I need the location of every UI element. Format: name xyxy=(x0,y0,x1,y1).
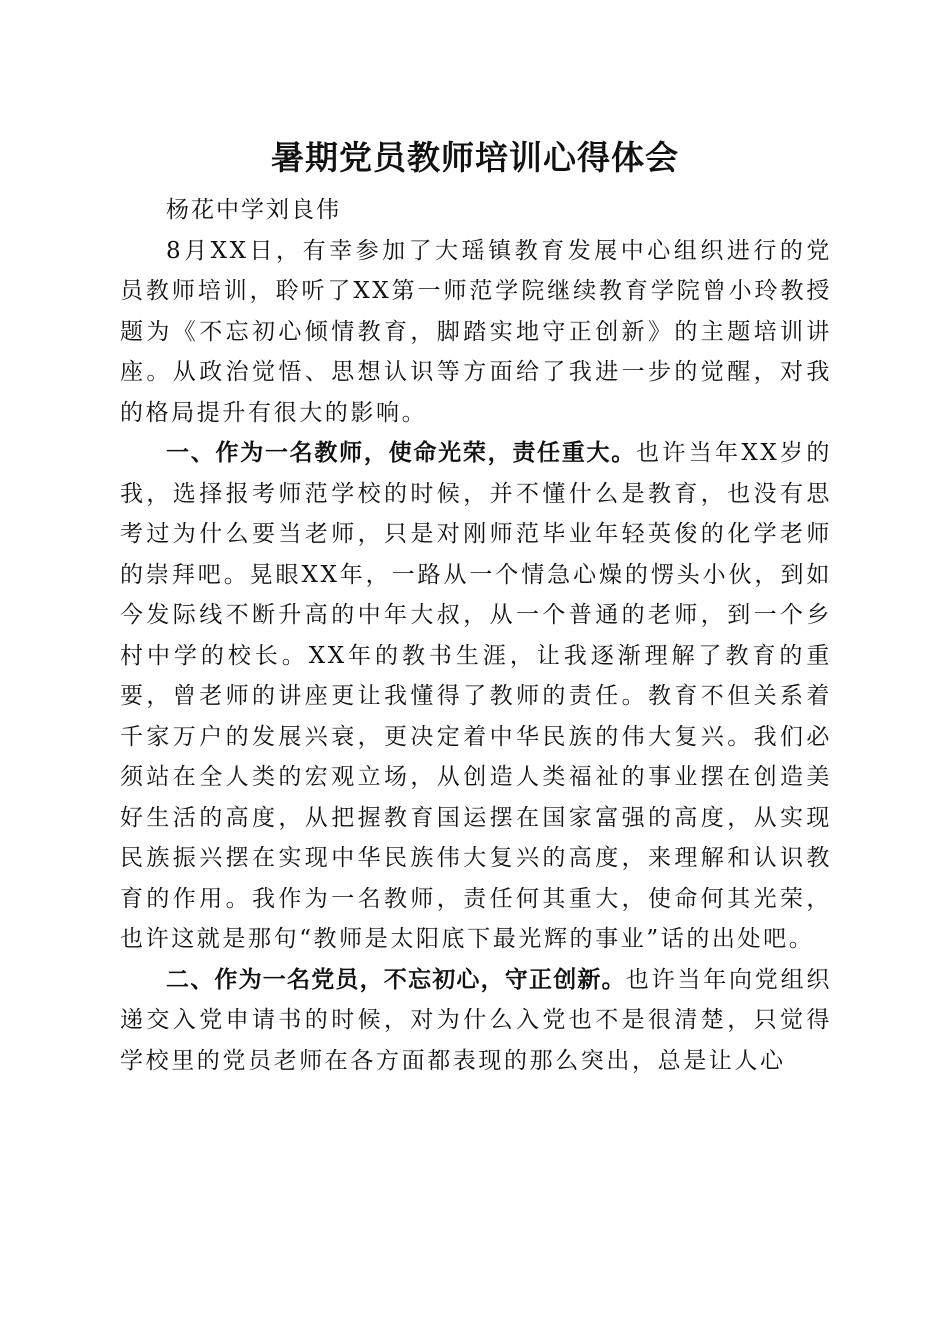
document-title: 暑期党员教师培训心得体会 xyxy=(271,138,679,177)
intro-paragraph: 8月XX日，有幸参加了大瑶镇教育发展中心组织进行的党员教师培训，聆听了XX第一师范学院继续教育学院曾小玲教授题为《不忘初心倾情教育，脚踏实地守正创新》的主题培训讲座。从政治觉悟、思想认识等方面给了我进一步的觉醒，对我的格局提升有很大的影响。 xyxy=(120,237,832,426)
section-body-1: 也许当年XX岁的我，选择报考师范学校的时候，并不懂什么是教育，也没有思考过为什么要当老师，只是对刚师范毕业年轻英俊的化学老师的崇拜吧。晃眼XX年，一路从一个情急心燥的愣头小伙，到如今发际线不断升高的中年大叔，从一个普通的老师，到一个乡村中学的校长。XX年的教书生涯，让我逐渐理解了教育的重要，曾老师的讲座更让我懂得了教师的责任。教育不但关系着千家万户的发展兴衰，更决定着中华民族的伟大复兴。我们必须站在全人类的宏观立场，从创造人类福祉的事业摆在创造美好生活的高度，从把握教育国运摆在国家富强的高度，从实现民族振兴摆在实现中华民族伟大复兴的高度，来理解和认识教育的作用。我作为一名教师，责任何其重大，使命何其光荣，也许这就是那句“教师是太阳底下最光辉的事业”话的出处吧。 xyxy=(120,440,832,952)
document-body xyxy=(120,190,832,1081)
section-paragraph-1 xyxy=(120,433,832,960)
section-paragraph-2 xyxy=(120,960,832,1082)
author-line: 杨花中学刘良伟 xyxy=(166,197,341,223)
section-body-2: 也许当年向党组织递交入党申请书的时候，对为什么入党也不是很清楚，只觉得学校里的党员老师在各方面都表现的那么突出，总是让人心 xyxy=(120,966,832,1074)
section-heading-2: 二、作为一名党员，不忘初心，守正创新。 xyxy=(166,966,626,993)
section-heading-1: 一、作为一名教师，使命光荣，责任重大。 xyxy=(166,440,637,466)
